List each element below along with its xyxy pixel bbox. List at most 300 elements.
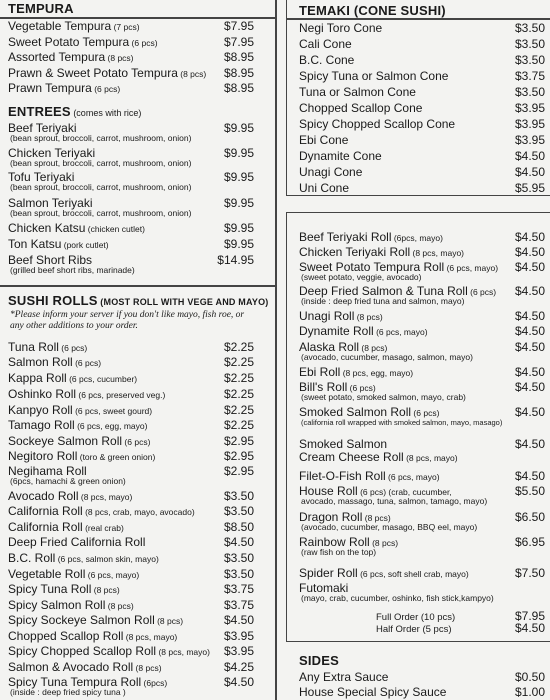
item-price: $3.50: [223, 489, 254, 503]
menu-item: [8, 371, 254, 385]
item-name: [8, 340, 87, 354]
item-price: $2.95: [223, 449, 254, 463]
item-title: Beef Teriyaki Roll: [299, 230, 392, 244]
item-price: $3.95: [223, 629, 254, 643]
item-title: Unagi Roll: [299, 309, 355, 323]
menu-item: [299, 165, 545, 179]
item-title: Spicy Chopped Scallop Cone: [299, 117, 456, 131]
item-title: Spicy Tuna Tempura Roll: [8, 675, 142, 689]
item-detail: (8 pcs, mayo): [410, 248, 465, 258]
item-title: Sweet Potato Tempura Roll: [299, 260, 445, 274]
item-price: $4.50: [514, 165, 545, 179]
item-name: [299, 450, 458, 464]
item-title: Salmon & Avocado Roll: [8, 660, 134, 674]
sides-title: SIDES: [299, 653, 340, 668]
item-name: [8, 81, 120, 95]
item-title: Dragon Roll: [299, 510, 363, 524]
item-title: B.C. Roll: [8, 551, 56, 565]
item-title: Oshinko Roll: [8, 387, 77, 401]
item-price: $9.95: [223, 121, 254, 135]
menu-item: [299, 53, 545, 67]
menu-item: [8, 567, 254, 581]
menu-item: [8, 50, 254, 64]
item-detail: (8 pcs): [105, 601, 134, 611]
item-title: Kappa Roll: [8, 371, 67, 385]
column-divider: [275, 0, 277, 700]
item-name: [8, 535, 145, 549]
menu-item: [8, 535, 254, 549]
item-title: Spider Roll: [299, 566, 358, 580]
menu-item: [299, 405, 545, 419]
item-title: Vegetable Tempura: [8, 19, 112, 33]
item-detail: (6 pcs) (crab, cucumber,: [357, 487, 452, 497]
item-description: (grilled beef short ribs, marinade): [10, 265, 135, 275]
item-price: $8.95: [223, 81, 254, 95]
item-price: $2.95: [223, 434, 254, 448]
item-title: Alaska Roll: [299, 340, 360, 354]
item-title: Chicken Katsu: [8, 221, 86, 235]
item-title: Spicy Tuna Roll: [8, 582, 92, 596]
item-price: $3.95: [514, 117, 545, 131]
item-name: [8, 660, 162, 674]
item-name: [8, 520, 124, 534]
item-detail: (8 pcs, crab, mayo, avocado): [82, 507, 195, 517]
item-detail: (6 pcs, cucumber): [66, 374, 138, 384]
item-price: $4.50: [223, 535, 254, 549]
item-description: (inside : deep fried spicy tuna ): [10, 687, 126, 697]
item-title: Smoked Salmon: [299, 437, 388, 451]
item-name: [8, 644, 210, 658]
item-title: Beef Teriyaki: [8, 121, 77, 135]
item-price: $3.75: [514, 69, 545, 83]
item-detail: (6 pcs, mayo): [444, 263, 499, 273]
menu-item: [8, 598, 254, 612]
item-title: Uni Cone: [299, 181, 350, 195]
item-price: $4.50: [514, 260, 545, 274]
item-name: [299, 149, 382, 163]
item-detail: (6 pcs, mayo): [385, 472, 440, 482]
item-description: avocado, massago, tuna, salmon, tamago, mayo): [301, 496, 488, 506]
menu-item: [299, 181, 545, 195]
item-price: $9.95: [223, 196, 254, 210]
item-name: [299, 37, 352, 51]
item-price: $0.50: [514, 670, 545, 684]
item-title: Ebi Cone: [299, 133, 349, 147]
item-detail: (8 pcs, mayo): [156, 647, 210, 657]
item-detail: (6 pcs): [91, 84, 121, 94]
item-title: Spicy Chopped Scallop Roll: [8, 644, 157, 658]
item-title: Prawn Tempura: [8, 81, 92, 95]
item-price: $4.50: [514, 149, 545, 163]
item-name: [299, 405, 439, 419]
item-detail: (6 pcs, salmon skin, mayo): [55, 554, 159, 564]
item-detail: (toro & green onion): [77, 452, 156, 462]
item-detail: (6 pcs): [347, 383, 376, 393]
item-name: [8, 66, 206, 80]
item-detail: (6 pcs): [467, 287, 497, 297]
temaki-title: TEMAKI (CONE SUSHI): [299, 3, 446, 18]
item-title: Chopped Scallop Cone: [299, 101, 423, 115]
item-title: Ton Katsu: [8, 237, 62, 251]
item-price: $5.50: [514, 484, 545, 498]
item-price: $4.50: [514, 340, 545, 354]
futomaki-half-price: $4.50: [514, 621, 545, 635]
item-price: $4.50: [514, 405, 545, 419]
item-description: (bean sprout, broccoli, carrot, mushroom, onion): [10, 208, 192, 218]
item-name: [8, 504, 195, 518]
item-name: [299, 230, 443, 244]
item-title: Any Extra Sauce: [299, 670, 389, 684]
item-title: Futomaki: [299, 581, 349, 595]
item-detail: (8 pcs, mayo): [403, 453, 458, 463]
item-title: Negitoro Roll: [8, 449, 78, 463]
menu-item: [8, 418, 254, 432]
item-name: [8, 613, 183, 627]
item-title: Chicken Teriyaki: [8, 146, 96, 160]
item-title: Spicy Salmon Roll: [8, 598, 106, 612]
item-detail: (6 pcs, soft shell crab, mayo): [357, 569, 469, 579]
item-detail: (8 pcs): [362, 513, 391, 523]
item-title: Avocado Roll: [8, 489, 79, 503]
sushi-rolls-rule: [0, 285, 275, 287]
item-detail: (8 pcs, mayo): [123, 632, 178, 642]
item-name: [299, 117, 455, 131]
item-price: $3.95: [223, 644, 254, 658]
item-detail: (8 pcs): [105, 53, 134, 63]
item-name: [299, 324, 428, 338]
item-detail: (6 pcs, preserved veg.): [76, 390, 166, 400]
item-name: [8, 371, 137, 385]
item-description: (sweet potato, veggie, avocado): [301, 272, 422, 282]
item-title: Negi Toro Cone: [299, 21, 383, 35]
menu-item: [8, 66, 254, 80]
item-name: [299, 365, 413, 379]
item-title: Prawn & Sweet Potato Tempura: [8, 65, 178, 80]
item-description: (avocado, cucumber, masago, salmon, mayo): [301, 352, 473, 362]
item-price: $3.50: [223, 567, 254, 581]
menu-item: [8, 434, 254, 448]
item-title: B.C. Cone: [299, 53, 355, 67]
item-price: $7.95: [223, 34, 254, 49]
item-price: $2.25: [223, 355, 254, 369]
item-detail: (6 pcs): [411, 408, 440, 418]
item-detail: (6 pcs): [129, 37, 158, 48]
menu-item: [8, 644, 254, 658]
item-name: [299, 245, 464, 259]
item-name: [299, 469, 440, 483]
item-name: [299, 685, 446, 699]
menu-item: [8, 387, 254, 401]
menu-item: [299, 101, 545, 115]
item-price: $3.95: [514, 133, 545, 147]
item-detail: (8 pcs): [369, 538, 399, 548]
item-detail: (8 pcs, mayo): [78, 492, 133, 502]
item-title: Deep Fried Salmon & Tuna Roll: [299, 284, 468, 298]
entrees-heading: [8, 104, 141, 119]
item-price: $4.50: [514, 284, 545, 298]
item-title: Salmon Roll: [8, 355, 73, 369]
item-detail: (6 pcs, sweet gourd): [72, 406, 153, 416]
futomaki-half-label: Half Order (5 pcs): [376, 624, 452, 635]
item-price: $4.50: [514, 230, 545, 244]
item-description: (bean sprout, broccoli, carrot, mushroom, onion): [10, 133, 192, 143]
futomaki-full-label: Full Order (10 pcs): [376, 612, 456, 623]
item-title: Kanpyo Roll: [8, 403, 73, 417]
item-price: $4.50: [223, 613, 254, 627]
item-title: Cali Cone: [299, 37, 352, 51]
item-name: [8, 19, 140, 33]
item-price: $8.95: [223, 65, 254, 80]
item-detail: (pork cutlet): [61, 240, 109, 250]
menu-item: [8, 81, 254, 95]
item-description: (sweet potato, smoked salmon, mayo, crab): [301, 392, 466, 402]
item-price: $9.95: [223, 221, 254, 235]
item-price: $2.25: [223, 371, 254, 385]
item-title: Tuna Roll: [8, 340, 59, 354]
item-second-line: [299, 450, 545, 464]
item-price: $3.50: [223, 504, 254, 518]
menu-item: [8, 449, 254, 463]
item-name: [299, 101, 422, 115]
menu-item: [8, 340, 254, 354]
item-price: $3.75: [223, 598, 254, 612]
item-title: Bill's Roll: [299, 380, 348, 394]
item-title: Sweet Potato Tempura: [8, 34, 130, 49]
item-price: $4.50: [514, 365, 545, 379]
item-price: $8.95: [223, 50, 254, 64]
item-price: $14.95: [217, 253, 254, 267]
menu-item: [299, 670, 545, 684]
sushi-rolls-note: *Please inform your server if you don't like mayo, fish roe, or any other additions to your order.: [10, 310, 245, 331]
item-description: (california roll wrapped with smoked salmon, mayo, masago): [301, 418, 503, 427]
item-price: $9.95: [223, 146, 254, 160]
item-price: $2.95: [223, 464, 254, 478]
item-name: [8, 237, 109, 251]
item-description: (mayo, crab, cucumber, oshinko, fish stick,kampyo): [301, 593, 494, 603]
item-name: [299, 437, 387, 451]
item-name: [8, 50, 134, 64]
item-detail: (6 pcs): [58, 343, 88, 353]
item-detail: (8 pcs): [154, 616, 184, 626]
item-description: (bean sprout, broccoli, carrot, mushroom, onion): [10, 182, 192, 192]
item-detail: (8 pcs): [354, 312, 383, 322]
item-title: Rainbow Roll: [299, 535, 370, 549]
menu-item: [299, 324, 545, 338]
item-price: $7.95: [223, 19, 254, 33]
entrees-subtitle: (comes with rice): [70, 108, 142, 118]
menu-item: [299, 230, 545, 244]
item-title: Tofu Teriyaki: [8, 170, 75, 184]
futomaki-full-price: $7.95: [514, 609, 545, 623]
item-description: (bean sprout, broccoli, carrot, mushroom, onion): [10, 158, 192, 168]
item-title: House Special Spicy Sauce: [299, 685, 447, 699]
menu-item: [299, 469, 545, 483]
item-title: Smoked Salmon Roll: [299, 405, 412, 419]
menu-item: [8, 504, 254, 518]
item-price: $2.25: [223, 418, 254, 432]
item-detail: (8 pcs): [359, 343, 388, 353]
menu-item: [299, 85, 545, 99]
menu-item: [299, 437, 545, 451]
menu-item: [8, 489, 254, 503]
menu-item: [8, 629, 254, 643]
menu-item: [8, 551, 254, 565]
item-detail: (8 pcs): [133, 663, 162, 673]
item-name: [299, 69, 448, 83]
item-name: [299, 85, 416, 99]
menu-item: [8, 355, 254, 369]
item-title: Negihama Roll: [8, 464, 87, 478]
temaki-underline: [286, 18, 550, 20]
item-name: [299, 165, 362, 179]
item-price: $9.95: [223, 237, 254, 251]
item-name: [8, 449, 155, 463]
item-name: [8, 221, 145, 235]
item-title: Deep Fried California Roll: [8, 535, 146, 549]
item-detail: (6 pcs, mayo): [85, 570, 140, 580]
item-price: $4.50: [514, 309, 545, 323]
menu-item: [8, 237, 254, 251]
item-price: $9.95: [223, 170, 254, 184]
item-name: [8, 551, 159, 565]
item-name: [8, 35, 158, 49]
item-title: Dynamite Roll: [299, 324, 374, 338]
item-title: Unagi Cone: [299, 165, 363, 179]
menu-item: [299, 365, 545, 379]
menu-item: [299, 37, 545, 51]
menu-item: [8, 19, 254, 33]
item-title: Dynamite Cone: [299, 149, 382, 163]
item-price: $7.50: [514, 566, 545, 580]
item-title: Salmon Teriyaki: [8, 196, 93, 210]
item-price: $2.25: [223, 403, 254, 417]
item-price: $3.50: [514, 21, 545, 35]
item-price: $5.95: [514, 181, 545, 195]
item-detail: (6 pcs, egg, mayo): [74, 421, 148, 431]
item-name: [8, 582, 120, 596]
item-title: Assorted Tempura: [8, 50, 106, 64]
menu-item: [8, 403, 254, 417]
item-name: [299, 670, 388, 684]
item-name: [8, 355, 101, 369]
item-title: Cream Cheese Roll: [299, 450, 404, 464]
item-description: (inside : deep fried tuna and salmon, mayo): [301, 296, 465, 306]
item-name: [8, 434, 150, 448]
entrees-title: ENTREES: [8, 104, 71, 119]
item-price: $3.95: [514, 101, 545, 115]
item-title: Beef Short Ribs: [8, 253, 93, 267]
item-name: [8, 629, 177, 643]
menu-item: [8, 520, 254, 534]
menu-item: [299, 566, 545, 580]
item-detail: (chicken cutlet): [85, 224, 145, 234]
item-detail: (6 pcs): [122, 437, 151, 447]
item-price: $3.50: [514, 53, 545, 67]
item-detail: (8 pcs, egg, mayo): [340, 368, 414, 378]
menu-item: [8, 221, 254, 235]
item-title: Vegetable Roll: [8, 567, 86, 581]
item-title: Filet-O-Fish Roll: [299, 469, 386, 483]
item-name: [8, 418, 147, 432]
menu-item: [299, 309, 545, 323]
item-title: Tamago Roll: [8, 418, 75, 432]
item-price: $4.50: [514, 469, 545, 483]
item-price: $4.50: [223, 675, 254, 689]
item-price: $8.50: [223, 520, 254, 534]
item-name: [299, 133, 348, 147]
item-price: $6.50: [514, 510, 545, 524]
menu-item: [8, 35, 254, 49]
item-price: $4.50: [514, 324, 545, 338]
item-title: Spicy Sockeye Salmon Roll: [8, 613, 155, 627]
item-title: Spicy Tuna or Salmon Cone: [299, 69, 449, 83]
item-description: (6pcs, hamachi & green onion): [10, 476, 126, 486]
item-title: House Roll: [299, 484, 358, 498]
item-price: $3.50: [223, 551, 254, 565]
menu-item: [299, 685, 545, 699]
item-title: Chopped Scallop Roll: [8, 629, 124, 643]
futomaki-half-order: [376, 621, 545, 635]
item-title: Sockeye Salmon Roll: [8, 434, 123, 448]
sushi-rolls-subtitle: (MOST ROLL WITH VEGE AND MAYO): [97, 297, 269, 307]
item-price: $4.50: [514, 245, 545, 259]
item-name: [299, 566, 469, 580]
item-title: California Roll: [8, 520, 83, 534]
item-name: [299, 309, 383, 323]
item-name: [299, 53, 354, 67]
item-name: [299, 21, 382, 35]
item-price: $3.50: [514, 37, 545, 51]
item-detail: (6 pcs, mayo): [373, 327, 428, 337]
menu-item: [299, 69, 545, 83]
item-detail: (7 pcs): [111, 22, 140, 32]
item-detail: (8 pcs): [177, 68, 207, 79]
item-name: [8, 567, 139, 581]
item-description: (avocado, cucumber, masago, BBQ eel, mayo): [301, 522, 478, 532]
sushi-rolls-heading: [8, 293, 268, 308]
menu-item: [299, 149, 545, 163]
item-price: $2.25: [223, 340, 254, 354]
menu-item: [299, 245, 545, 259]
item-title: Tuna or Salmon Cone: [299, 85, 416, 99]
item-name: [8, 598, 134, 612]
item-price: $2.25: [223, 387, 254, 401]
item-title: California Roll: [8, 504, 83, 518]
menu-item: [8, 660, 254, 674]
menu-item: [299, 21, 545, 35]
menu-item: [299, 117, 545, 131]
menu-item: [299, 133, 545, 147]
item-name: [299, 181, 349, 195]
item-title: Ebi Roll: [299, 365, 341, 379]
item-price: $3.75: [223, 582, 254, 596]
item-price: $4.50: [514, 380, 545, 394]
menu-item: [8, 613, 254, 627]
tempura-title: TEMPURA: [8, 1, 74, 16]
item-detail: (6pcs): [141, 678, 168, 688]
item-detail: (6 pcs): [72, 358, 102, 368]
item-price: $6.95: [514, 535, 545, 549]
item-price: $1.00: [514, 685, 545, 699]
item-price: $4.50: [514, 437, 545, 451]
item-title: Chicken Teriyaki Roll: [299, 245, 411, 259]
item-name: [8, 489, 132, 503]
sushi-rolls-title: SUSHI ROLLS: [8, 293, 98, 308]
item-detail: (real crab): [82, 523, 124, 533]
item-price: $4.25: [223, 660, 254, 674]
item-detail: (6pcs, mayo): [391, 233, 443, 243]
item-name: [8, 387, 165, 401]
